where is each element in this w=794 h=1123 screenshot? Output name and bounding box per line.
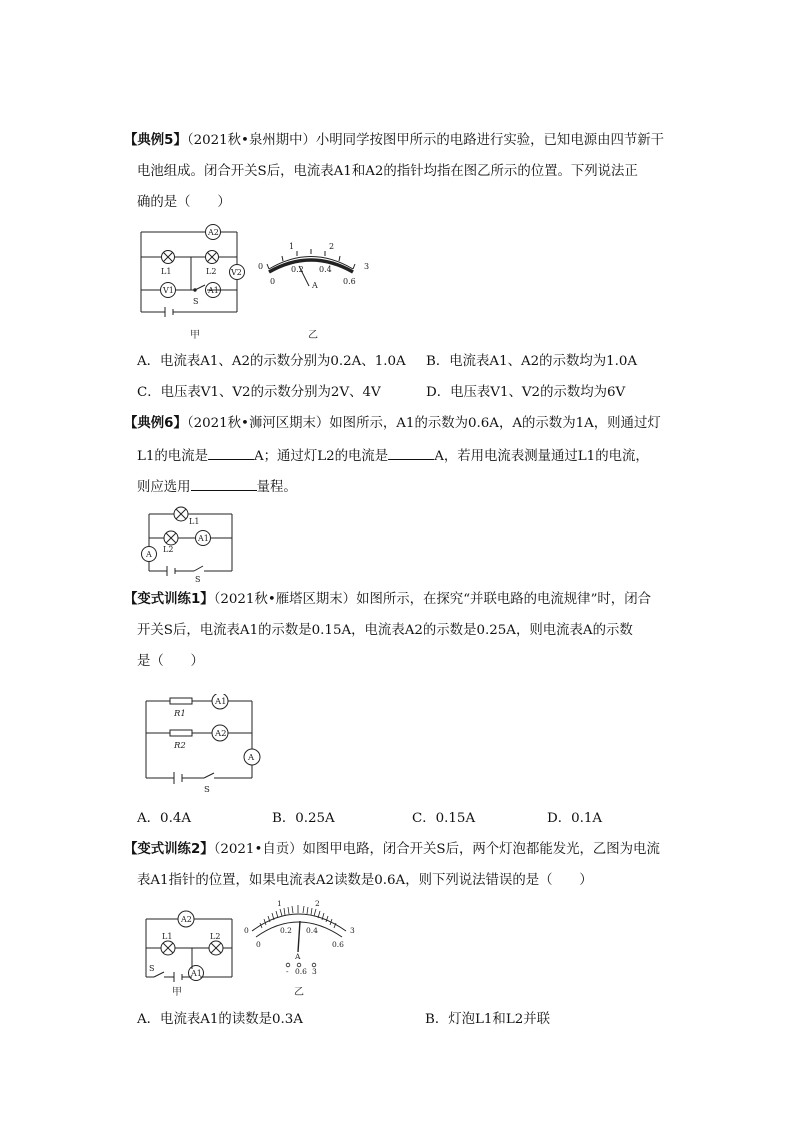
v1-option-c[interactable]: C．0.15A xyxy=(412,811,476,826)
q6-text-2b: A；通过灯L2的电流是 xyxy=(253,449,389,464)
q6-text-2a: L1的电流是 xyxy=(137,449,208,464)
v2-dial-bot-1: 0.2 xyxy=(280,926,292,935)
q6-tag: 【典例6】 xyxy=(124,416,187,431)
v2-dial-bot-0: 0 xyxy=(256,940,261,949)
v2-dial-bot-2: 0.4 xyxy=(306,926,318,935)
v2-ammeter-dial-yi xyxy=(240,897,365,999)
v2-circuit-diagram-jia xyxy=(140,907,240,999)
q5-dial-bot-1: 0.2 xyxy=(291,265,304,274)
v2-label-A2: A2 xyxy=(181,915,192,924)
q6-line-3 xyxy=(137,477,297,497)
q5-tag: 【典例5】 xyxy=(124,133,187,148)
v2-dial-top-2: 2 xyxy=(315,899,320,908)
q6-answer-blank-2[interactable] xyxy=(388,446,434,460)
q5-source: （2021秋•泉州期中） xyxy=(186,133,316,148)
v1-label-S: S xyxy=(204,785,210,794)
v2-terminal-06: 0.6 xyxy=(295,967,307,976)
v1-option-b[interactable]: B．0.25A xyxy=(272,811,335,826)
v2-option-b[interactable]: B．灯泡L1和L2并联 xyxy=(425,1012,551,1027)
v2-label-S: S xyxy=(149,964,155,973)
q5-line-1 xyxy=(124,132,664,150)
q6-text-2c: A，若用电流表测量通过L1的电流， xyxy=(434,449,649,464)
q5-text-1: 小明同学按图甲所示的电路进行实验，已知电源由四节新干 xyxy=(315,133,665,148)
v2-source: （2021•自贡） xyxy=(213,842,303,857)
v1-option-a[interactable]: A．0.4A xyxy=(137,811,192,826)
q5-option-d[interactable]: D．电压表V1、V2的示数均为6V xyxy=(426,385,626,400)
q6-line-1 xyxy=(124,415,661,433)
q5-option-b[interactable]: B．电流表A1、A2的示数均为1.0A xyxy=(426,354,638,369)
q5-dial-bot-0: 0 xyxy=(270,277,276,286)
q5-option-c[interactable]: C．电压表V1、V2的示数分别为2V、4V xyxy=(137,385,381,400)
v2-line-2: 表A1指针的位置，如果电流表A2读数是0.6A，则下列说法错误的是（ ） xyxy=(137,873,593,888)
q5-caption-jia: 甲 xyxy=(190,330,200,340)
v2-text-1: 如图甲电路，闭合开关S后，两个灯泡都能发光，乙图为电流 xyxy=(302,842,660,857)
q5-option-a[interactable]: A．电流表A1、A2的示数分别为0.2A、1.0A xyxy=(137,354,406,369)
q5-label-A1: A1 xyxy=(208,286,219,295)
v2-line-1 xyxy=(124,841,660,859)
v2-terminal-3: 3 xyxy=(312,967,317,976)
v1-line-1 xyxy=(124,591,651,609)
q6-answer-blank-3[interactable] xyxy=(191,477,257,491)
v2-dial-top-3: 3 xyxy=(350,926,355,935)
q5-dial-top-0: 0 xyxy=(258,262,264,271)
q5-dial-bot-2: 0.4 xyxy=(319,265,332,274)
q5-dial-top-1: 1 xyxy=(289,242,295,251)
q6-circuit-diagram xyxy=(137,504,242,584)
q5-caption-yi: 乙 xyxy=(308,330,318,340)
q5-dial-unit: A xyxy=(312,281,318,290)
v2-label-L1: L1 xyxy=(162,932,173,941)
q5-label-L2: L2 xyxy=(206,267,217,276)
v1-tag: 【变式训练1】 xyxy=(124,592,214,607)
v2-tag: 【变式训练2】 xyxy=(124,842,214,857)
v2-label-L2: L2 xyxy=(210,932,221,941)
q5-line-2: 电池组成。闭合开关S后，电流表A1和A2的指针均指在图乙所示的位置。下列说法正 xyxy=(137,164,638,179)
q6-text-1: 如图所示，A1的示数为0.6A，A的示数为1A，则通过灯 xyxy=(329,416,661,431)
q6-label-L2: L2 xyxy=(163,545,174,554)
v1-circuit-diagram xyxy=(140,694,265,794)
v2-dial-top-1: 1 xyxy=(277,899,282,908)
q5-dial-bot-3: 0.6 xyxy=(343,277,356,286)
q5-label-V2: V2 xyxy=(231,268,242,277)
q6-label-S: S xyxy=(195,575,201,584)
q5-label-L1: L1 xyxy=(161,267,172,276)
q5-dial-top-2: 2 xyxy=(329,242,335,251)
q6-source: （2021秋•浉河区期末） xyxy=(186,416,330,431)
v2-dial-top-0: 0 xyxy=(244,926,249,935)
v2-terminal-minus: - xyxy=(286,967,289,976)
q5-label-A2: A2 xyxy=(208,228,219,237)
v1-option-d[interactable]: D．0.1A xyxy=(547,811,603,826)
q6-line-2 xyxy=(137,446,649,466)
v2-caption-jia: 甲 xyxy=(172,987,182,998)
q6-text-3b: 量程。 xyxy=(256,480,297,495)
v2-label-A1: A1 xyxy=(191,969,202,978)
v1-text-1: 如图所示，在探究“并联电路的电流规律”时，闭合 xyxy=(356,592,651,607)
v2-dial-bot-3: 0.6 xyxy=(332,940,344,949)
q6-label-A1: A1 xyxy=(198,534,209,543)
v2-option-a[interactable]: A．电流表A1的读数是0.3A xyxy=(137,1012,303,1027)
q6-label-L1: L1 xyxy=(189,517,200,526)
q6-text-3a: 则应选用 xyxy=(137,480,191,495)
q6-label-A: A xyxy=(146,550,152,559)
q5-circuit-diagram-jia xyxy=(135,222,250,340)
v1-label-R1: R1 xyxy=(174,709,186,719)
q5-line-3: 确的是（ ） xyxy=(137,195,231,210)
v2-caption-yi: 乙 xyxy=(294,987,304,998)
q6-answer-blank-1[interactable] xyxy=(208,446,254,460)
q5-label-V1: V1 xyxy=(163,286,174,295)
v1-line-3: 是（ ） xyxy=(137,654,204,669)
v1-label-A1: A1 xyxy=(215,697,227,707)
v1-label-R2: R2 xyxy=(174,741,186,751)
q5-ammeter-dial-yi xyxy=(253,236,383,340)
v1-line-2: 开关S后，电流表A1的示数是0.15A，电流表A2的示数是0.25A，则电流表A的示数 xyxy=(137,623,633,638)
q5-label-S: S xyxy=(193,297,199,306)
v1-label-A2: A2 xyxy=(215,729,227,739)
v1-label-A: A xyxy=(248,753,255,763)
v2-dial-unit: A xyxy=(295,952,301,961)
q5-dial-top-3: 3 xyxy=(364,262,370,271)
v1-source: （2021秋•雁塔区期末） xyxy=(213,592,357,607)
